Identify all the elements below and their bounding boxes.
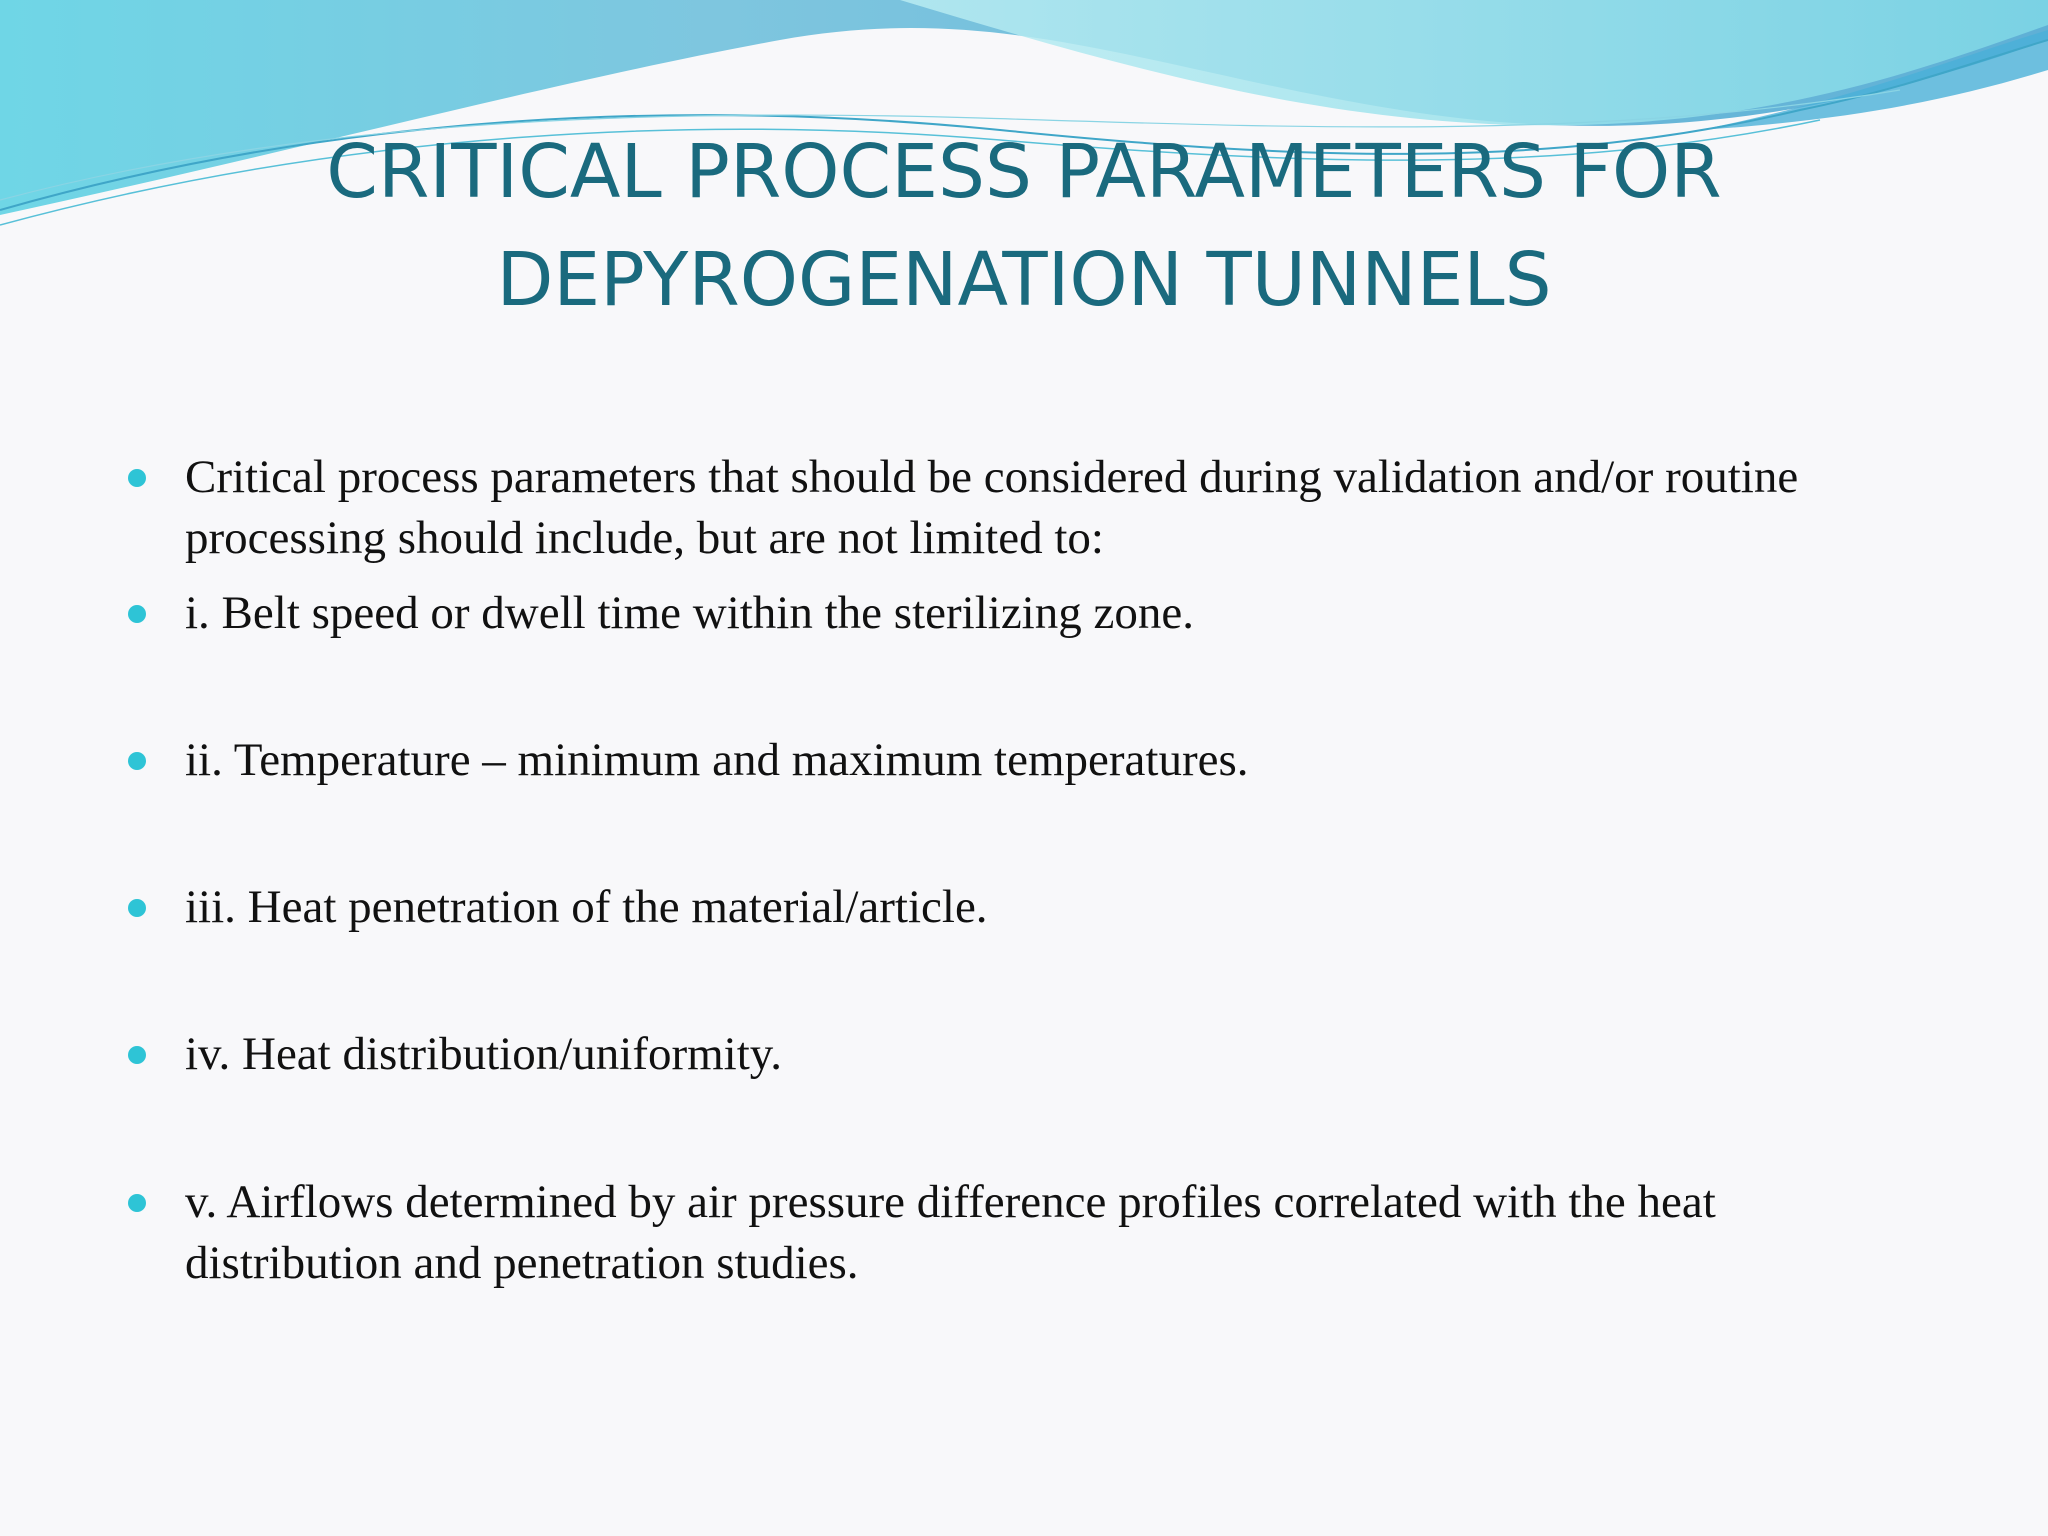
bullet-text: iii. Heat penetration of the material/article. [185,881,988,933]
bullet-text: i. Belt speed or dwell time within the sterilizing zone. [185,587,1194,639]
bullet-item-iv [185,1024,1885,1085]
bullet-dot-icon [128,1046,146,1064]
bullet-dot-icon [128,752,146,770]
bullet-dot-icon [128,469,146,487]
bullet-text: iv. Heat distribution/uniformity. [185,1028,783,1080]
bullet-item-iii [185,877,1885,938]
bullet-dot-icon [128,605,146,623]
slide-title-line-1: CRITICAL PROCESS PARAMETERS FOR [326,129,1722,215]
slide-title-line-2: DEPYROGENATION TUNNELS [496,237,1552,323]
bullet-item-intro [185,447,1885,569]
bullet-item-v [185,1172,1885,1294]
bullet-item-ii [185,730,1885,791]
bullet-item-i [185,583,1885,644]
bullet-text: ii. Temperature – minimum and maximum temperatures. [185,734,1249,786]
bullet-dot-icon [128,899,146,917]
bullet-text: Critical process parameters that should be considered during validation and/or routine processing should include, but are not limited to: [185,451,1799,564]
bullet-text: v. Airflows determined by air pressure difference profiles correlated with the heat distribution and penetration studies. [185,1176,1716,1289]
bullet-dot-icon [128,1194,146,1212]
